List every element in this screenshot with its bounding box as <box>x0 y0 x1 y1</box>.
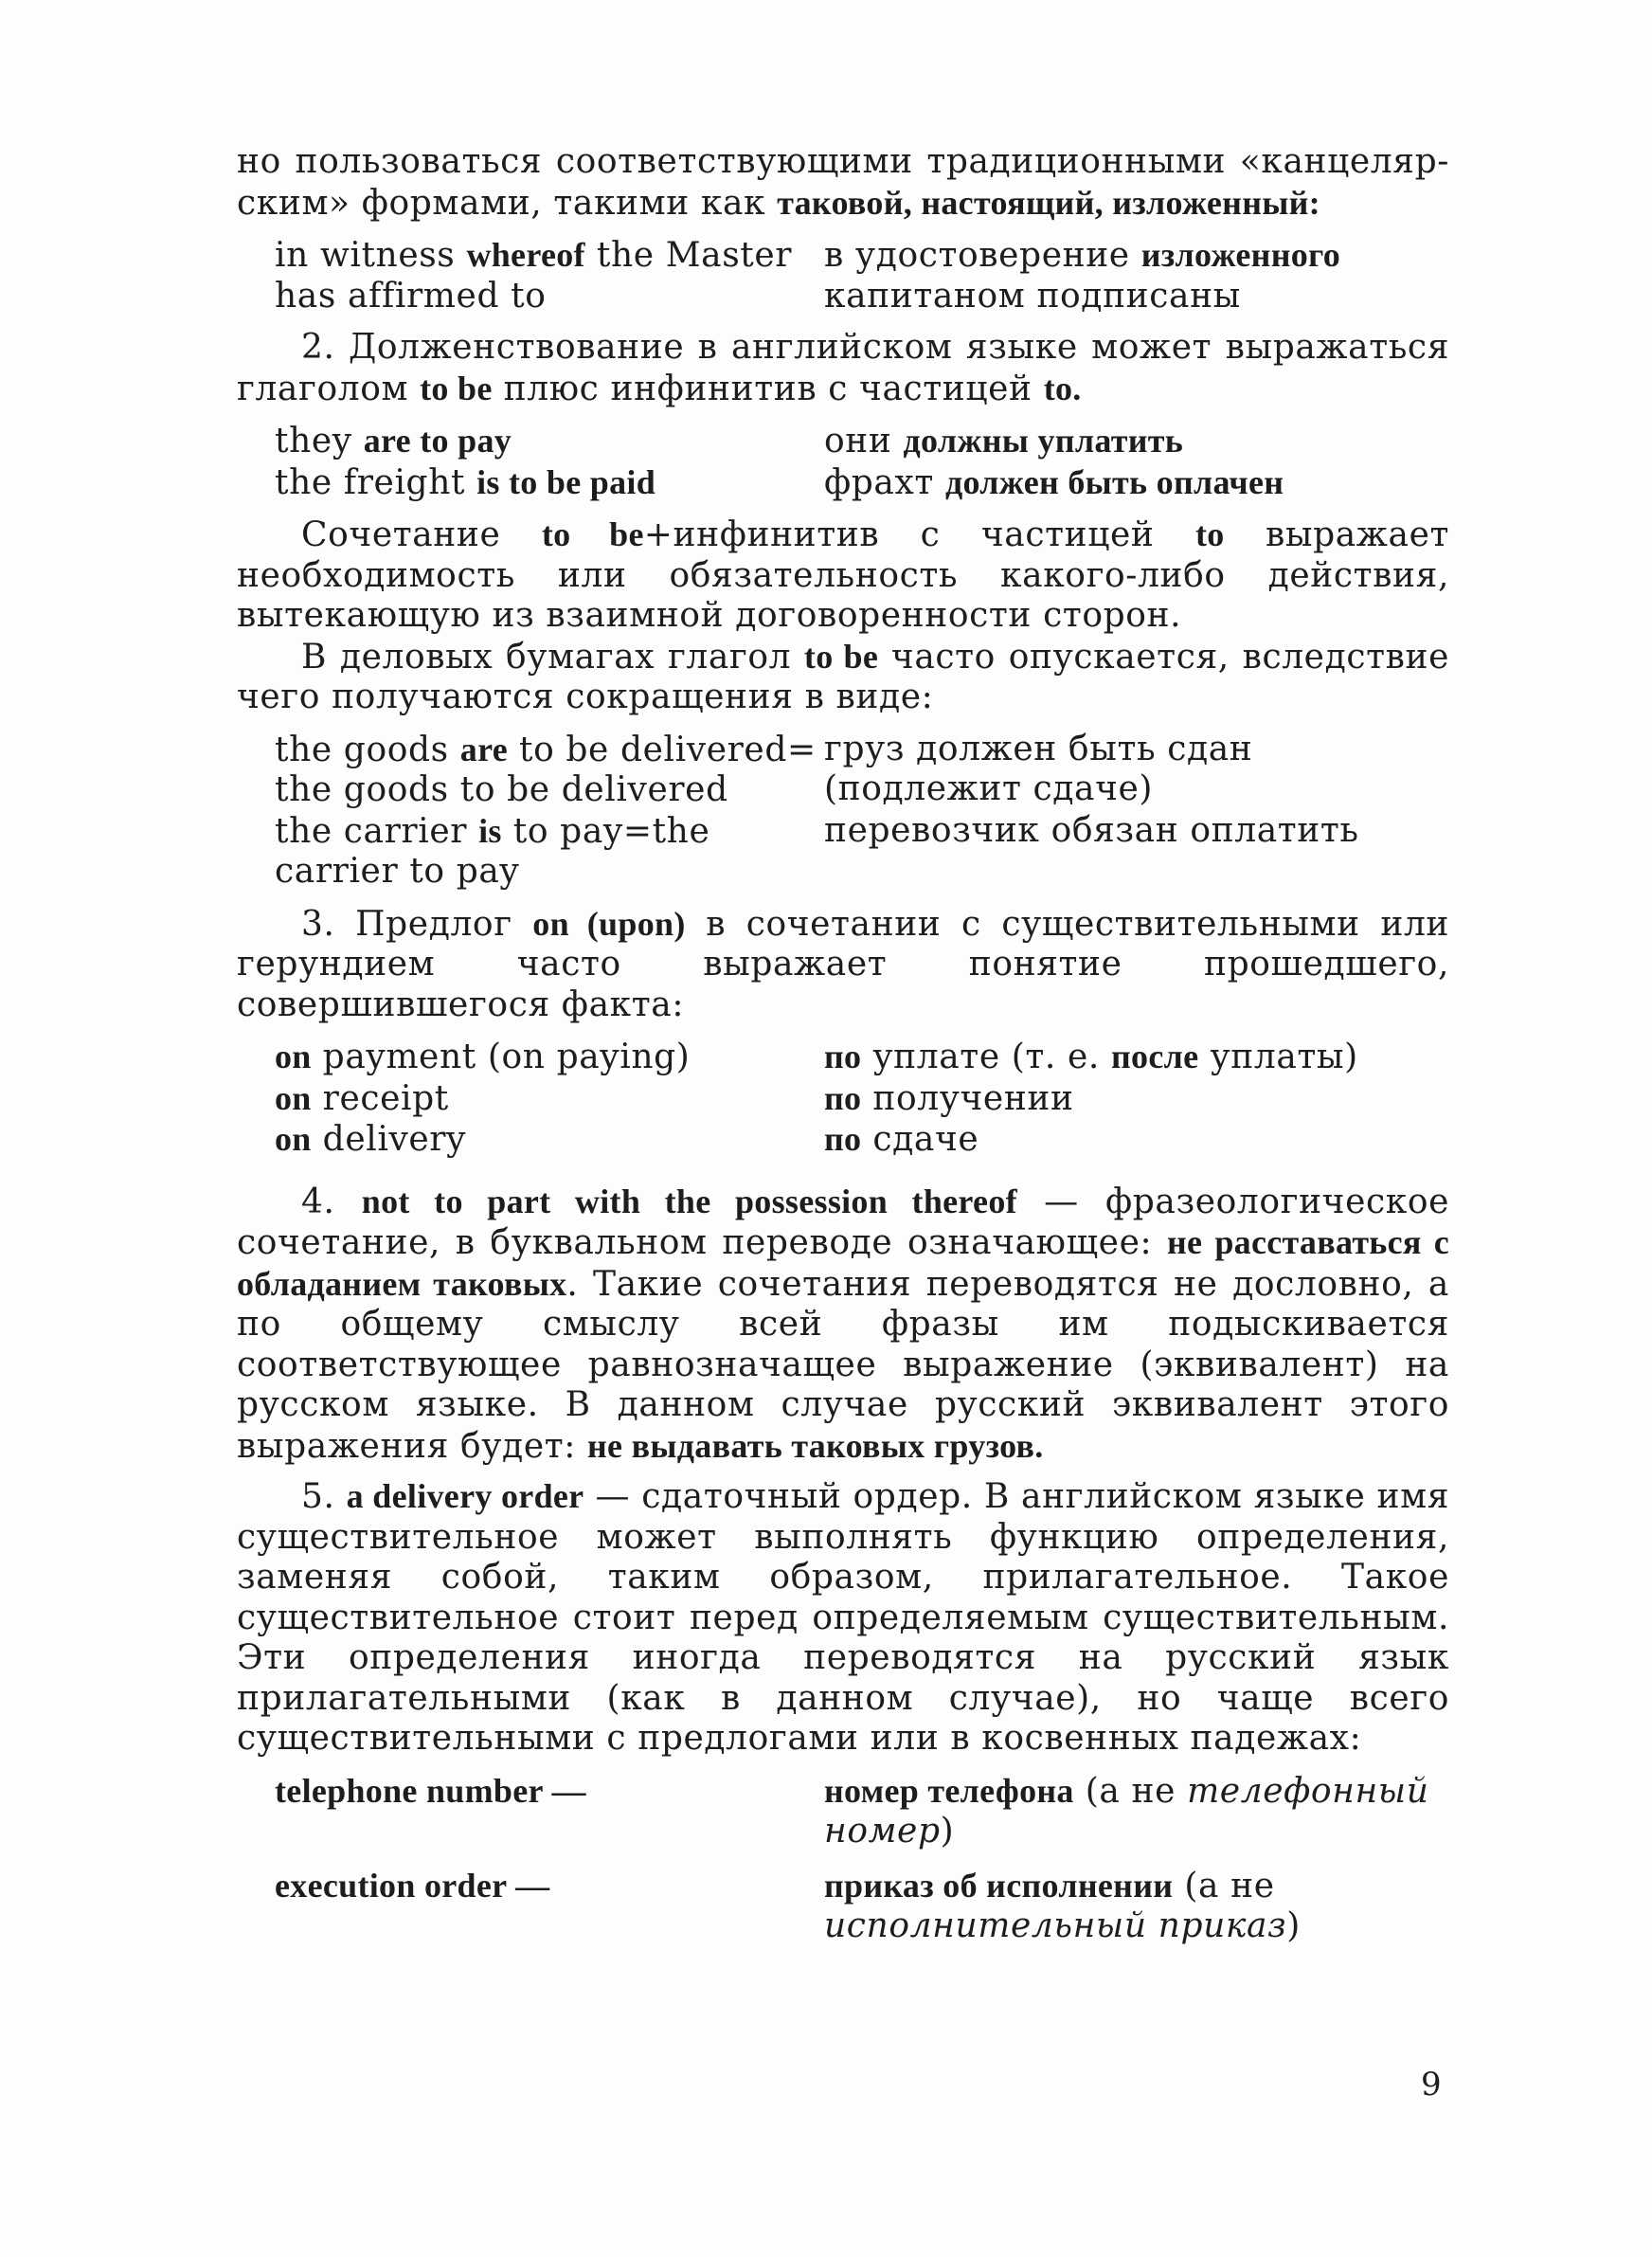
ex1-ru-b: изложенного <box>1140 236 1341 274</box>
sec5-a: 5. <box>301 1477 335 1516</box>
ex2-row1-en <box>237 421 824 462</box>
spacer <box>237 1467 1449 1476</box>
ex2-row2-ru <box>824 462 1449 504</box>
ex4-row2-en <box>237 1078 824 1120</box>
ex3-row2-ru <box>824 811 1449 893</box>
example-goods-delivered <box>237 730 1449 893</box>
ex5-row1-ru <box>824 1771 1449 1852</box>
ex4-row1-en <box>237 1037 824 1078</box>
ex4-row2-ru <box>824 1078 1449 1120</box>
sec2b-a: Сочетание <box>301 515 501 554</box>
ex1-en-c: the Master has affirmed to <box>275 236 793 316</box>
example-are-to-pay <box>237 421 1449 503</box>
sec5-c: — сдаточный ордер. В английском языке имя существительное может выполнять функцию определения, заменяя собой, таким образом, прилагательное. Такое существительное стоит перед определяемым существительным. Эти определения иногда переводятся на русский язык прилагательными (как в данном случае), но чаще всего существительными с предлогами или в косвенных падежах: <box>237 1477 1450 1758</box>
sec2-d: to. <box>1043 369 1082 407</box>
ex3-row1-ru-text: груз должен быть сдан (подлежит сдаче) <box>824 729 1253 808</box>
sec3-b: on (upon) <box>532 904 686 943</box>
ex4-row1-ru-b: уплате (т. е. <box>872 1038 1100 1076</box>
sec4-a: 4. <box>301 1182 335 1221</box>
ex2-row1-ru-b: должны уплатить <box>903 422 1184 460</box>
ex5-row2-ru-a: приказ об исполнении <box>824 1866 1174 1905</box>
ex2-row1-ru <box>824 421 1449 462</box>
ex5-row1-ru-c: телефонный номер <box>824 1771 1429 1851</box>
ex5-row1-en-text: telephone number — <box>275 1771 586 1810</box>
ex4-row2-en-b: receipt <box>322 1078 449 1118</box>
ex3-row2-en-c: to pay=the carrier to pay <box>275 811 710 891</box>
ex4-row2-en-a: on <box>275 1078 312 1117</box>
ex3-row1-ru <box>824 730 1449 811</box>
ex2-row2-en-a: the freight <box>275 462 466 502</box>
ex5-row2-ru <box>824 1866 1449 1947</box>
example-whereof-en <box>237 235 824 316</box>
ex2-row2-en-b: is to be paid <box>476 462 656 501</box>
ex4-row2-ru-a: по <box>824 1078 862 1117</box>
section-2-paragraph <box>237 328 1449 409</box>
ex1-ru-a: в удостоверение <box>824 236 1130 275</box>
sec2c-a: В деловых бумагах глагол <box>301 637 792 677</box>
ex4-row3-en-a: on <box>275 1120 312 1158</box>
ex3-row1-en-b: are <box>459 730 508 768</box>
ex3-row1-en-c: to be delivered= the goods to be delivered <box>275 730 817 809</box>
sec2c-c: часто опускается, вследствие чего получаются сокращения в виде: <box>237 637 1449 716</box>
intro-paragraph <box>237 142 1449 224</box>
sec4-e: . Такие сочетания переводятся не дословно, а по общему смыслу всей фразы им подыскивается соответствующее равнозначащее выражение (эквивалент) на русском языке. В данном случае русский эквивалент этого выражения будет: <box>237 1264 1449 1466</box>
ex1-en-b: whereof <box>466 236 585 274</box>
sec4-c: — фразеологическое сочетание, в буквальном переводе означающее: <box>237 1182 1450 1262</box>
ex4-row1-ru-a: по <box>824 1038 862 1075</box>
ex5-row2-en-text: execution order — <box>275 1866 550 1905</box>
ex4-row3-ru-a: по <box>824 1120 862 1158</box>
ex3-row1-en-a: the goods <box>275 730 449 769</box>
ex5-row2-en <box>237 1866 824 1947</box>
ex5-row1-ru-a: номер телефона <box>824 1771 1074 1810</box>
ex5-row2-ru-d: ) <box>1286 1906 1301 1945</box>
ex3-row2-en-b: is <box>478 811 502 850</box>
sec3-c: в сочетании с существительными или герундием часто выражает понятие прошедшего, совершившегося факта: <box>237 904 1450 1024</box>
sec2-c: плюс инфинитив с частицей <box>503 369 1032 408</box>
section-5-paragraph <box>237 1476 1449 1760</box>
ex2-row1-ru-a: они <box>824 422 892 460</box>
ex4-row1-en-b: payment (on paying) <box>322 1038 691 1076</box>
ex1-en-a: in witness <box>275 236 456 275</box>
text-column <box>237 142 1449 1959</box>
ex2-row2-ru-b: должен быть оплачен <box>944 462 1284 501</box>
ex4-row1-en-a: on <box>275 1038 312 1075</box>
ex4-row1-ru-d: уплаты) <box>1210 1038 1358 1076</box>
ex5-row1-ru-b: (а не <box>1085 1771 1176 1811</box>
ex3-row2-ru-text: перевозчик обязан оплатить <box>824 810 1359 850</box>
section-2c-paragraph <box>237 637 1449 718</box>
sec2b-d: to <box>1194 515 1225 553</box>
ex5-row2-ru-c: исполнительный приказ <box>824 1906 1287 1945</box>
section-4-paragraph <box>237 1182 1449 1468</box>
sec2b-e: выражает необходимость или обязательность какого-либо действия, вытекающую из взаимной договоренности сторон. <box>237 515 1450 635</box>
spacer <box>237 1172 1449 1182</box>
sec2-b: to be <box>420 369 493 407</box>
sec2-a: 2. Долженствование в английском языке может выражаться глаголом <box>237 328 1449 408</box>
ex5-row1-en <box>237 1771 824 1852</box>
ex5-row1-ru-d: ) <box>940 1812 955 1851</box>
sec2b-b: to be <box>541 515 644 553</box>
ex1-ru-c: капитаном подписаны <box>824 276 1241 316</box>
sec2b-c: +инфинитив с частицей <box>643 515 1155 554</box>
ex4-row1-ru-c: после <box>1111 1038 1199 1075</box>
ex4-row3-ru <box>824 1119 1449 1161</box>
section-2b-paragraph <box>237 515 1449 637</box>
ex2-row2-ru-a: фрахт <box>824 462 934 502</box>
ex4-row2-ru-b: получении <box>872 1078 1074 1118</box>
sec4-d: не расставаться с обладанием таковых <box>237 1223 1449 1303</box>
ex5-row2-ru-b: (а не <box>1184 1866 1275 1905</box>
example-whereof <box>237 235 1449 316</box>
ex4-row3-ru-b: сдаче <box>872 1120 979 1159</box>
sec4-f: не выдавать таковых грузов. <box>587 1426 1044 1465</box>
ex4-row1-ru <box>824 1037 1449 1078</box>
intro-bold-terms: таковой, настоящий, изложенный: <box>777 183 1320 222</box>
sec4-b: not to part with the possession thereof <box>361 1182 1017 1220</box>
sec3-a: 3. Предлог <box>301 904 512 944</box>
ex4-row3-en <box>237 1119 824 1161</box>
example-whereof-ru <box>824 235 1449 316</box>
example-telephone-number <box>237 1771 1449 1947</box>
page-number: 9 <box>1421 2066 1442 2104</box>
intro-text: но пользоваться соответствующими традиционными «канцеляр-ским» формами, такими как <box>237 142 1449 223</box>
sec2c-b: to be <box>803 637 879 676</box>
ex2-row2-en <box>237 462 824 504</box>
sec5-b: a delivery order <box>346 1477 584 1515</box>
ex4-row3-en-b: delivery <box>322 1120 467 1159</box>
section-3-paragraph <box>237 904 1449 1026</box>
ex2-row1-en-b: are to pay <box>363 422 512 460</box>
ex3-row2-en-a: the carrier <box>275 811 468 851</box>
ex3-row2-en <box>237 811 824 893</box>
ex3-row1-en <box>237 730 824 811</box>
ex2-row1-en-a: they <box>275 422 352 460</box>
example-on-payment <box>237 1037 1449 1161</box>
